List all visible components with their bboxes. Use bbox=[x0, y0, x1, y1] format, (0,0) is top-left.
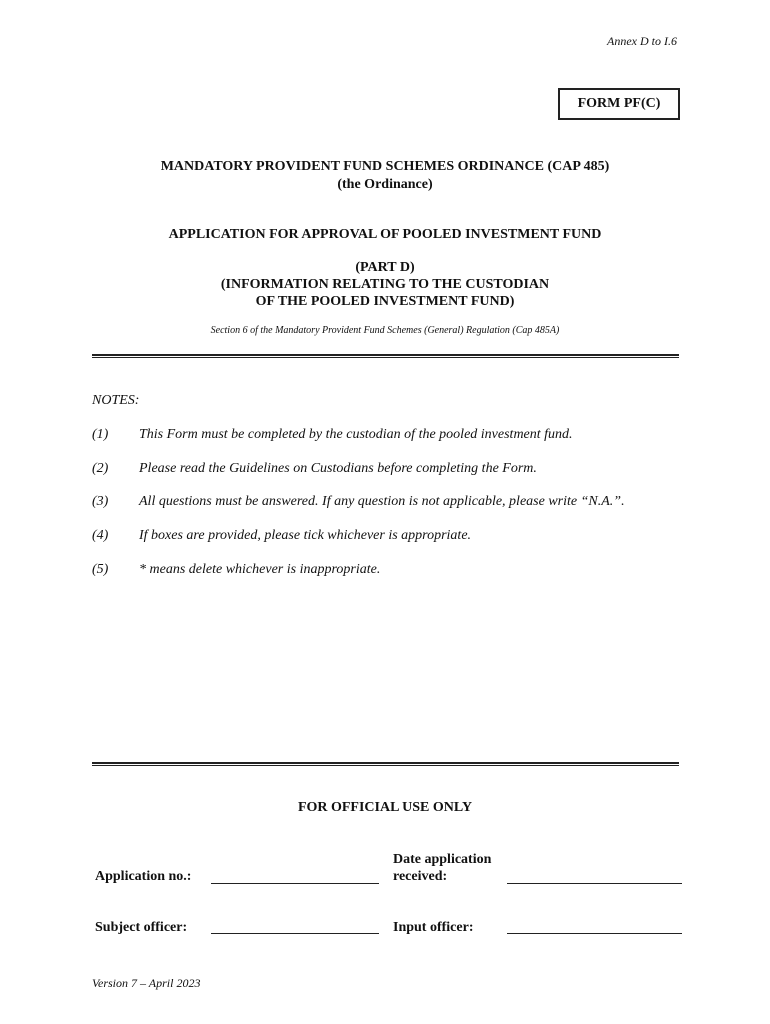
application-no-field[interactable] bbox=[211, 883, 379, 884]
form-code-box bbox=[558, 88, 680, 120]
note-text: This Form must be completed by the custodian of the pooled investment fund. bbox=[139, 427, 573, 442]
bottom-divider bbox=[92, 762, 679, 766]
note-text: If boxes are provided, please tick whichever is appropriate. bbox=[139, 528, 472, 543]
official-use-heading: FOR OFFICIAL USE ONLY bbox=[297, 800, 473, 815]
date-received-label-2: received: bbox=[393, 869, 448, 884]
note-number: (1) bbox=[92, 427, 109, 442]
input-officer-label: Input officer: bbox=[393, 920, 474, 935]
note-text: * means delete whichever is inappropriate. bbox=[139, 562, 381, 577]
note-text: All questions must be answered. If any question is not applicable, please write “N.A.”. bbox=[139, 494, 625, 509]
form-code: FORM PF(C) bbox=[577, 96, 661, 111]
date-received-label-1: Date application bbox=[393, 852, 492, 867]
section-reference: Section 6 of the Mandatory Provident Fund Schemes (General) Regulation (Cap 485A) bbox=[210, 325, 560, 336]
part-title: (PART D) bbox=[355, 260, 415, 275]
input-officer-field[interactable] bbox=[507, 933, 682, 934]
note-number: (4) bbox=[92, 528, 109, 543]
note-number: (2) bbox=[92, 461, 109, 476]
note-number: (5) bbox=[92, 562, 109, 577]
application-title: APPLICATION FOR APPROVAL OF POOLED INVESTMENT FUND bbox=[168, 227, 602, 242]
annex-label: Annex D to I.6 bbox=[607, 34, 677, 48]
ordinance-short: (the Ordinance) bbox=[337, 177, 433, 192]
version-footer: Version 7 – April 2023 bbox=[92, 976, 201, 990]
date-received-field[interactable] bbox=[507, 883, 682, 884]
subject-officer-field[interactable] bbox=[211, 933, 379, 934]
application-no-label: Application no.: bbox=[95, 869, 192, 884]
note-number: (3) bbox=[92, 494, 109, 509]
ordinance-title: MANDATORY PROVIDENT FUND SCHEMES ORDINANCE (CAP 485) bbox=[160, 159, 610, 174]
note-text: Please read the Guidelines on Custodians before completing the Form. bbox=[139, 461, 537, 476]
part-desc-2: OF THE POOLED INVESTMENT FUND) bbox=[255, 294, 515, 309]
subject-officer-label: Subject officer: bbox=[95, 920, 188, 935]
part-desc-1: (INFORMATION RELATING TO THE CUSTODIAN bbox=[220, 277, 550, 292]
notes-heading: NOTES: bbox=[92, 393, 140, 408]
top-divider bbox=[92, 354, 679, 358]
